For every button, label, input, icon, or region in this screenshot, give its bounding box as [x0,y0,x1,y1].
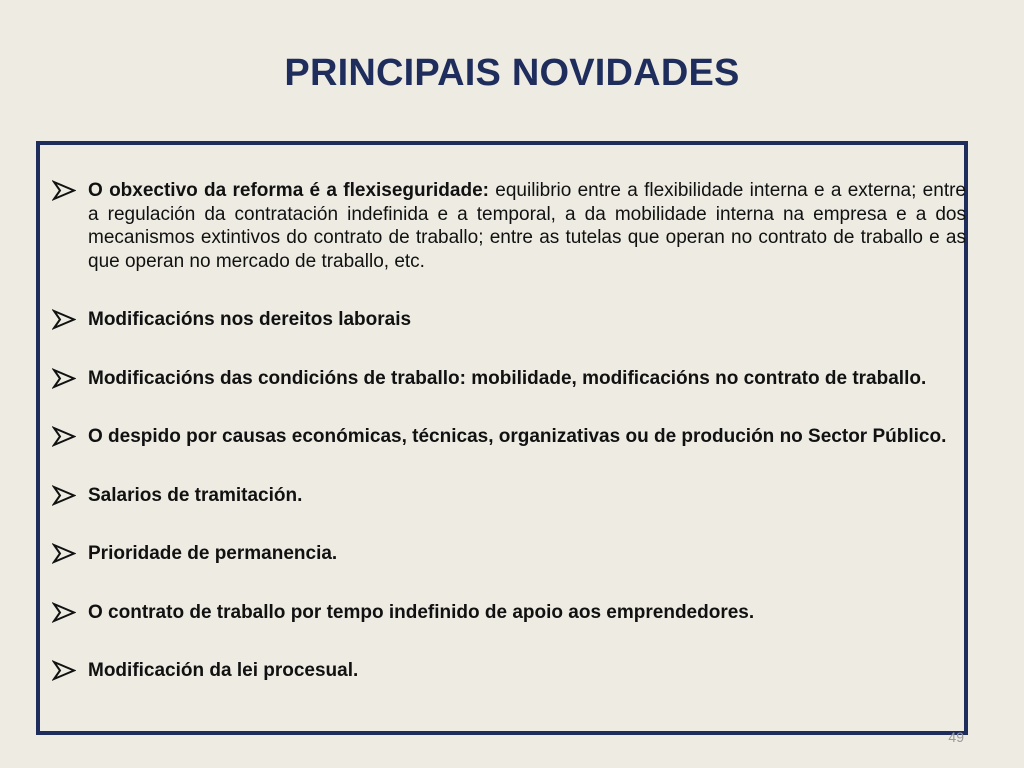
arrow-bullet-icon [52,543,76,564]
page-number: 49 [948,729,964,745]
bullet-list [52,179,966,683]
list-item [52,601,966,625]
list-item [52,542,966,566]
bullet-bold-text: Modificación da lei procesual. [88,660,359,681]
list-item [52,425,966,449]
arrow-bullet-icon [52,602,76,623]
bullet-bold-text: O despido por causas económicas, técnicas, organizativas ou de produción no Sector Público. [88,426,947,447]
list-item [52,659,966,683]
arrow-bullet-icon [52,485,76,506]
bullet-bold-text: Modificacións nos dereitos laborais [88,309,412,330]
arrow-bullet-icon [52,180,76,201]
bullet-text: equilibrio entre a flexibilidade interna e a externa; entre a regulación da contratación indefinida e a temporal, a da mobilidade interna na empresa e a dos mecanismos extintivos do contrato de traballo; entre as tutelas que operan no contrato de traballo e as que operan no mercado de traballo, etc. [88,180,966,272]
list-item [52,484,966,508]
arrow-bullet-icon [52,368,76,389]
page-title: PRINCIPAIS NOVIDADES [284,52,740,94]
list-item [52,367,966,391]
bullet-bold-text: Prioridade de permanencia. [88,543,338,564]
bullet-bold-text: Salarios de tramitación. [88,484,303,506]
arrow-bullet-icon [52,660,76,681]
bullet-bold-text: Modificacións das condicións de traballo: mobilidade, modificacións no contrato de traballo. [88,367,927,389]
bullet-bold-text: O contrato de traballo por tempo indefinido de apoio aos emprendedores. [88,601,755,623]
arrow-bullet-icon [52,309,76,330]
arrow-bullet-icon [52,426,76,447]
bullet-bold-text: O obxectivo da reforma é a flexiseguridade: [88,180,489,201]
list-item [52,179,966,273]
content-box [36,141,968,735]
list-item [52,308,966,332]
